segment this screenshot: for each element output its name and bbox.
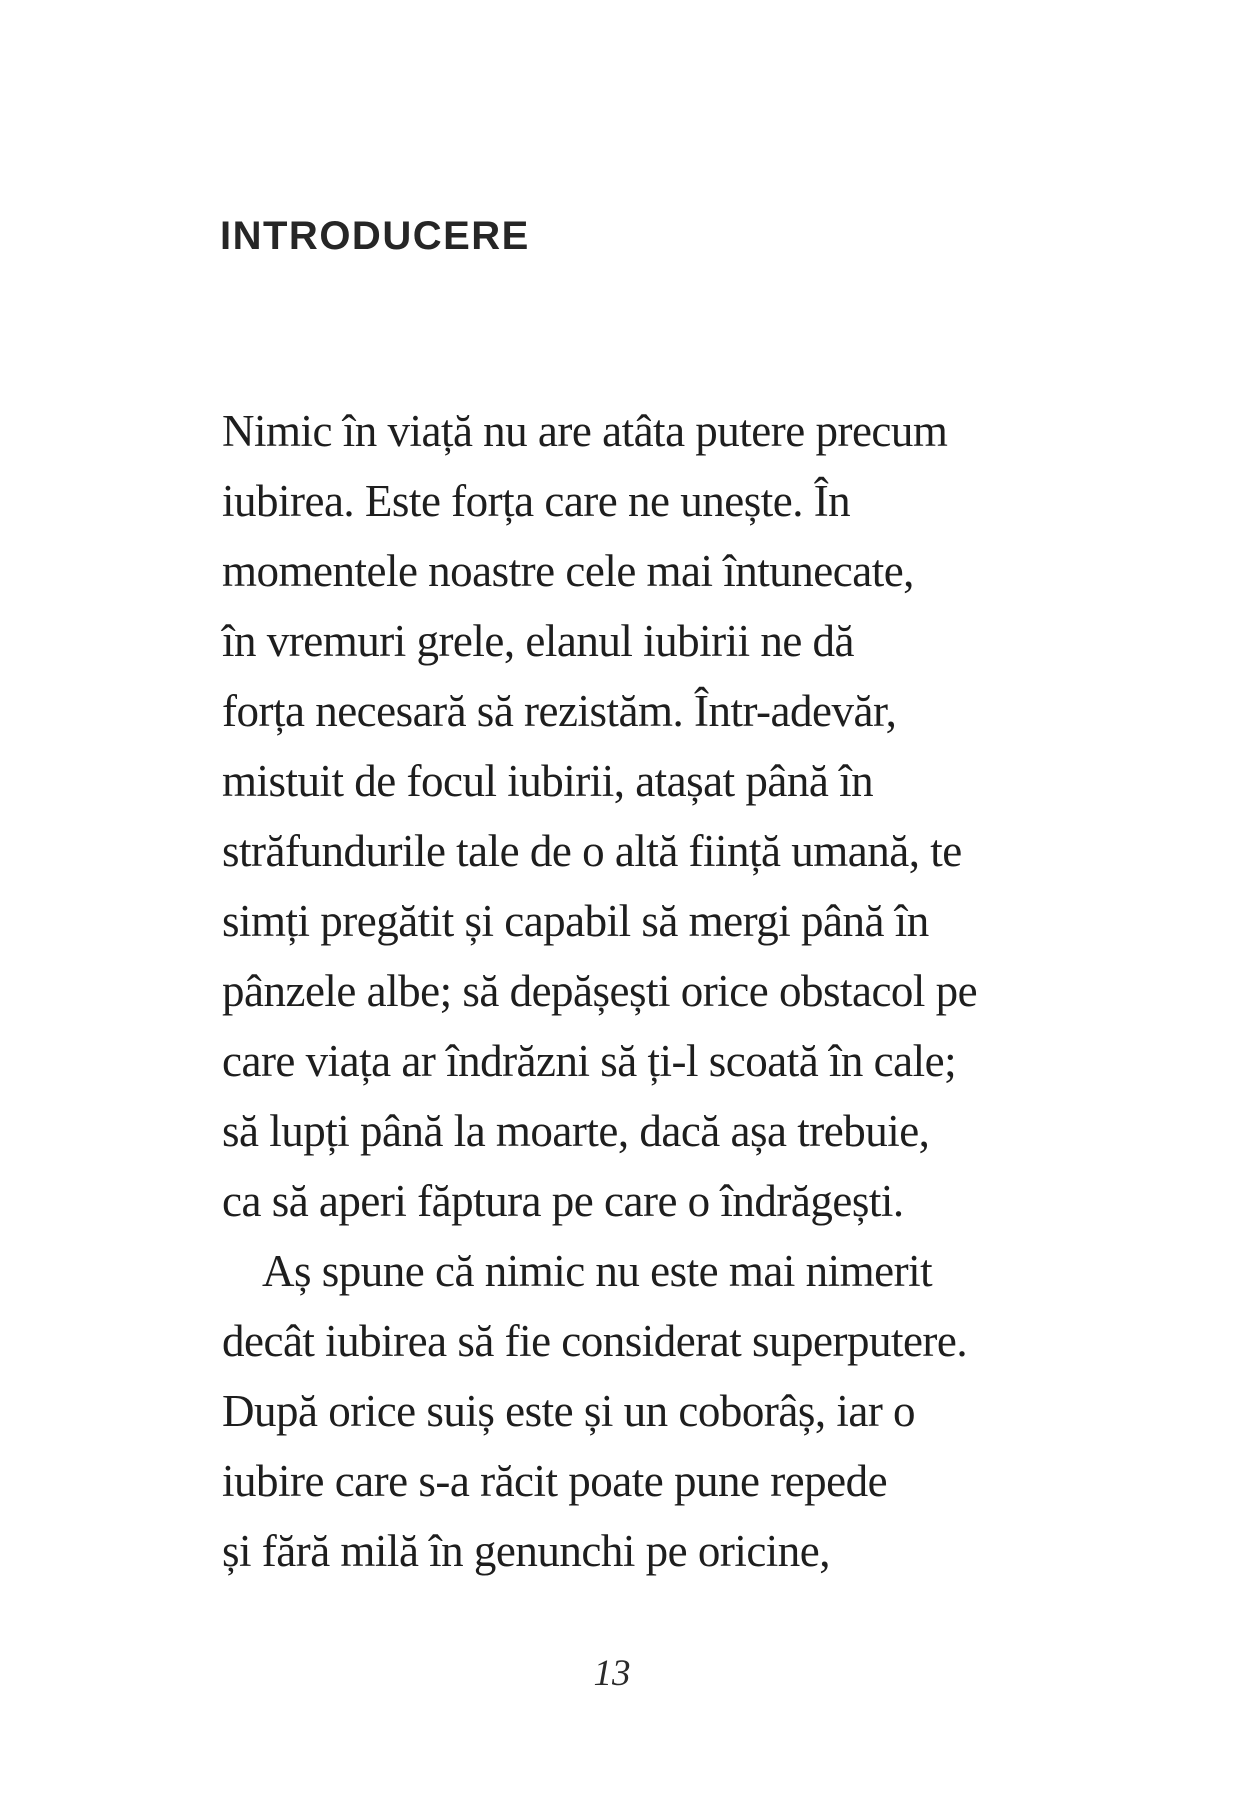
text-line: După orice suiș este și un coborâș, iar o	[222, 1386, 916, 1436]
text-line: mistuit de focul iubirii, atașat până în	[222, 756, 874, 806]
text-line: Aș spune că nimic nu este mai nimerit	[262, 1246, 933, 1296]
text-line: ca să aperi făptura pe care o îndrăgești.	[222, 1176, 904, 1226]
text-line: străfundurile tale de o altă ființă umană, te	[222, 826, 962, 876]
text-line: în vremuri grele, elanul iubirii ne dă	[222, 616, 855, 666]
paragraph-1	[222, 396, 1182, 1236]
paragraph-2	[222, 1236, 1182, 1586]
text-line: forța necesară să rezistăm. Într-adevăr,	[222, 686, 897, 736]
body-text	[222, 396, 1182, 1586]
text-line: iubirea. Este forța care ne unește. În	[222, 476, 851, 526]
chapter-title: INTRODUCERE	[220, 214, 530, 258]
page-number: 13	[593, 1653, 631, 1694]
text-line: momentele noastre cele mai întunecate,	[222, 546, 914, 596]
text-line: să lupți până la moarte, dacă așa trebuie,	[222, 1106, 930, 1156]
text-line: iubire care s-a răcit poate pune repede	[222, 1456, 888, 1506]
text-line: Nimic în viață nu are atâta putere precum	[222, 406, 948, 456]
text-line: simți pregătit și capabil să mergi până în	[222, 896, 929, 946]
text-line: pânzele albe; să depășești orice obstacol pe	[222, 966, 978, 1016]
text-line: decât iubirea să fie considerat superputere.	[222, 1316, 968, 1366]
text-line: care viața ar îndrăzni să ți-l scoată în cale;	[222, 1036, 957, 1086]
text-line: și fără milă în genunchi pe oricine,	[222, 1526, 831, 1576]
